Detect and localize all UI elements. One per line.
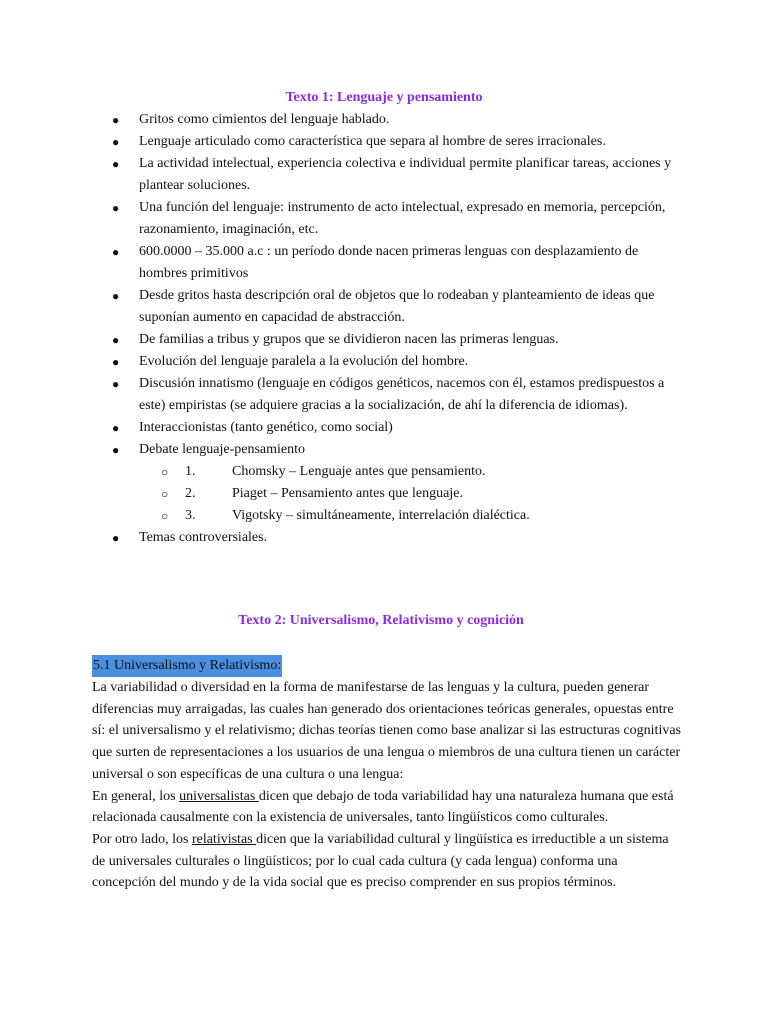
sub-list-item: ○ 3. Vigotsky – simultáneamente, interrelación dialéctica. [139,505,679,527]
bullet-icon: ● [112,245,120,259]
list-item: ● Debate lenguaje-pensamiento ○ 1. Chomsky – Lenguaje antes que pensamiento. ○ 2. Piaget – Pensamiento antes que lenguaje. ○ 3. Vigotsky – simultáneamente, interrelación dialéctica. [0,439,679,527]
list-item: ● Una función del lenguaje: instrumento de acto intelectual, expresado en memoria, percepción, razonamiento, imaginación, etc. [0,197,679,241]
term-relativistas: relativistas [191,831,257,847]
text1-bullet-list [0,109,768,549]
hollow-circle-icon: ○ [161,465,169,479]
list-item: ● Lenguaje articulado como característica que separa al hombre de seres irracionales. [0,131,679,153]
bullet-icon: ● [112,355,120,369]
sub-list-item: ○ 1. Chomsky – Lenguaje antes que pensamiento. [139,461,679,483]
text2-body [92,677,682,894]
term-universalistas: universalistas [179,788,259,804]
bullet-icon: ● [112,531,120,545]
list-item: ● Desde gritos hasta descripción oral de objetos que lo rodeaban y planteamiento de ideas que suponían aumento en capacidad de abstracción. [0,285,679,329]
section-heading-highlighted: 5.1 Universalismo y Relativismo: [92,655,282,677]
list-item: ● Evolución del lenguaje paralela a la evolución del hombre. [0,351,679,373]
list-item: ● De familias a tribus y grupos que se dividieron nacen las primeras lenguas. [0,329,679,351]
hollow-circle-icon: ○ [161,487,169,501]
paragraph-universalistas: En general, los universalistas dicen que debajo de toda variabilidad hay una naturaleza humana que está relacionada causalmente con la existencia de universales, tanto lingüísticos como culturales. [92,788,674,826]
text2-title: Texto 2: Universalismo, Relativismo y cognición [238,613,524,628]
bullet-icon: ● [112,377,120,391]
paragraph-intro: La variabilidad o diversidad en la forma de manifestarse de las lenguas y la cultura, pueden generar diferencias muy arraigadas, las cuales han generado dos orientaciones teóricas generales, opuestas entre sí: el universalismo y el relativismo; dichas teorías tienen como base analizar si las estructuras cognitivas que surten de representaciones a los usuarios de una lengua o miembros de una cultura tienen un carácter universal o son específicas de una cultura o una lengua: [92,680,681,782]
list-item: ● Temas controversiales. [0,527,679,549]
list-item: ● Discusión innatismo (lenguaje en códigos genéticos, nacemos con él, estamos predispuestos a este) empiristas (se adquiere gracias a la socialización, de ahí la diferencia de idiomas). [0,373,679,417]
list-item: ● 600.0000 – 35.000 a.c : un período donde nacen primeras lenguas con desplazamiento de hombres primitivos [0,241,679,285]
bullet-icon: ● [112,157,120,171]
list-item: ● La actividad intelectual, experiencia colectiva e individual permite planificar tareas, acciones y plantear soluciones. [0,153,679,197]
paragraph-relativistas: Por otro lado, los relativistas dicen que la variabilidad cultural y lingüística es irreductible a un sistema de universales culturales o lingüísticos; por lo cual cada cultura (y cada lengua) conforma una concepción del mundo y de la vida social que es preciso comprender en sus propios términos. [92,831,669,891]
bullet-icon: ● [112,135,120,149]
list-item: ● Gritos como cimientos del lenguaje hablado. [0,109,679,131]
bullet-icon: ● [112,289,120,303]
debate-sublist [139,461,679,527]
bullet-icon: ● [112,201,120,215]
bullet-icon: ● [112,421,120,435]
sub-list-item: ○ 2. Piaget – Pensamiento antes que lenguaje. [139,483,679,505]
bullet-icon: ● [112,333,120,347]
bullet-icon: ● [112,113,120,127]
bullet-icon: ● [112,443,120,457]
list-item: ● Interaccionistas (tanto genético, como social) [0,417,679,439]
hollow-circle-icon: ○ [161,509,169,523]
text1-title: Texto 1: Lenguaje y pensamiento [285,90,483,105]
